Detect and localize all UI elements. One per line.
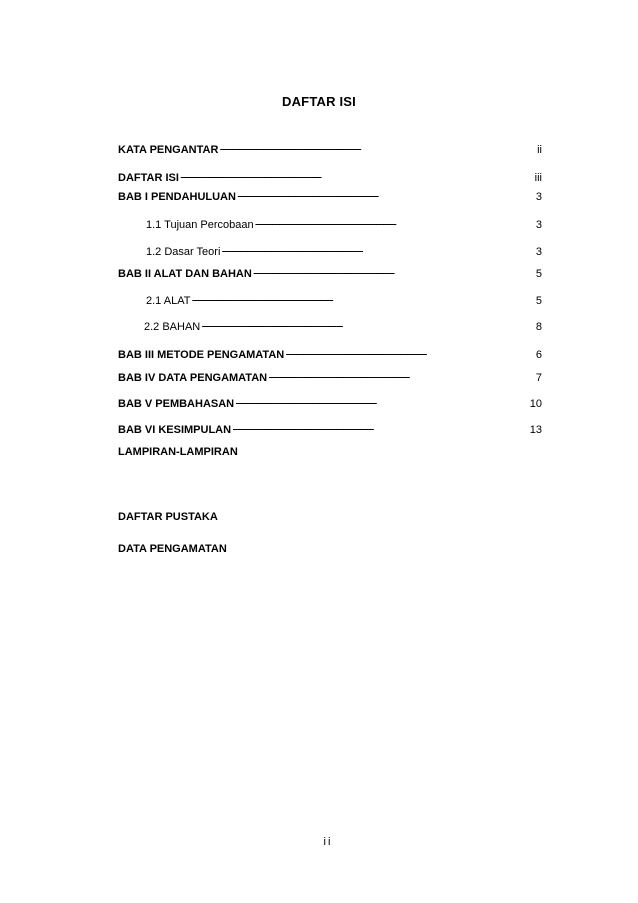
dot-leader (255, 216, 535, 228)
toc-entry-page: 6 (535, 349, 542, 361)
toc-entry-2-2[interactable] (144, 318, 542, 333)
toc-entry-label: 2.2 BAHAN (144, 321, 201, 333)
dot-leader (191, 292, 534, 304)
daftar-pustaka-heading[interactable]: DAFTAR PUSTAKA (118, 511, 218, 523)
toc-entry-page: iii (534, 172, 542, 184)
toc-entry-label: 1.1 Tujuan Percobaan (146, 219, 254, 231)
toc-entry-bab-2[interactable] (118, 265, 542, 280)
dot-leader (201, 318, 535, 330)
toc-entry-page: 5 (535, 268, 542, 280)
toc-entry-page: 8 (535, 321, 542, 333)
toc-entry-page: 13 (529, 424, 542, 436)
dot-leader (221, 243, 534, 255)
toc-entry-page: 5 (535, 295, 542, 307)
dot-leader (253, 265, 535, 277)
toc-entry-page: 10 (529, 398, 542, 410)
toc-entry-page: 3 (535, 219, 542, 231)
toc-entry-label: BAB IV DATA PENGAMATAN (118, 372, 268, 384)
toc-entry-page: 3 (535, 191, 542, 203)
dot-leader (235, 395, 529, 407)
toc-entry-label: KATA PENGANTAR (118, 144, 219, 156)
toc-entry-label: 2.1 ALAT (146, 295, 191, 307)
dot-leader (219, 141, 536, 153)
toc-entry-kata-pengantar[interactable] (118, 141, 542, 156)
toc-entry-label: 1.2 Dasar Teori (146, 246, 221, 258)
toc-entry-bab-3[interactable] (118, 346, 542, 361)
toc-entry-label: DAFTAR ISI (118, 172, 179, 184)
dot-leader (268, 369, 535, 381)
toc-entry-bab-4[interactable] (118, 369, 542, 384)
dot-leader (232, 421, 529, 433)
toc-entry-label: BAB V PEMBAHASAN (118, 398, 235, 410)
page-number-footer: ii (323, 836, 333, 848)
toc-entry-page: 3 (535, 246, 542, 258)
toc-entry-page: 7 (535, 372, 542, 384)
toc-entry-bab-5[interactable] (118, 395, 542, 410)
data-pengamatan-heading[interactable]: DATA PENGAMATAN (118, 543, 227, 555)
toc-entry-label: BAB VI KESIMPULAN (118, 424, 232, 436)
toc-entry-1-1[interactable] (146, 216, 542, 231)
toc-entry-2-1[interactable] (146, 292, 542, 307)
dot-leader (237, 188, 535, 200)
toc-entry-1-2[interactable] (146, 243, 542, 258)
toc-entry-label: BAB III METODE PENGAMATAN (118, 349, 285, 361)
dot-leader (180, 169, 534, 181)
toc-entry-daftar-isi[interactable] (118, 169, 542, 184)
toc-entry-bab-6[interactable] (118, 421, 542, 436)
toc-entry-label: BAB I PENDAHULUAN (118, 191, 236, 203)
dot-leader (285, 346, 535, 358)
toc-entry-page: ii (537, 144, 542, 156)
page-title: DAFTAR ISI (282, 94, 356, 109)
toc-entry-label: BAB II ALAT DAN BAHAN (118, 268, 252, 280)
toc-entry-bab-1[interactable] (118, 188, 542, 203)
lampiran-heading[interactable]: LAMPIRAN-LAMPIRAN (118, 446, 238, 458)
